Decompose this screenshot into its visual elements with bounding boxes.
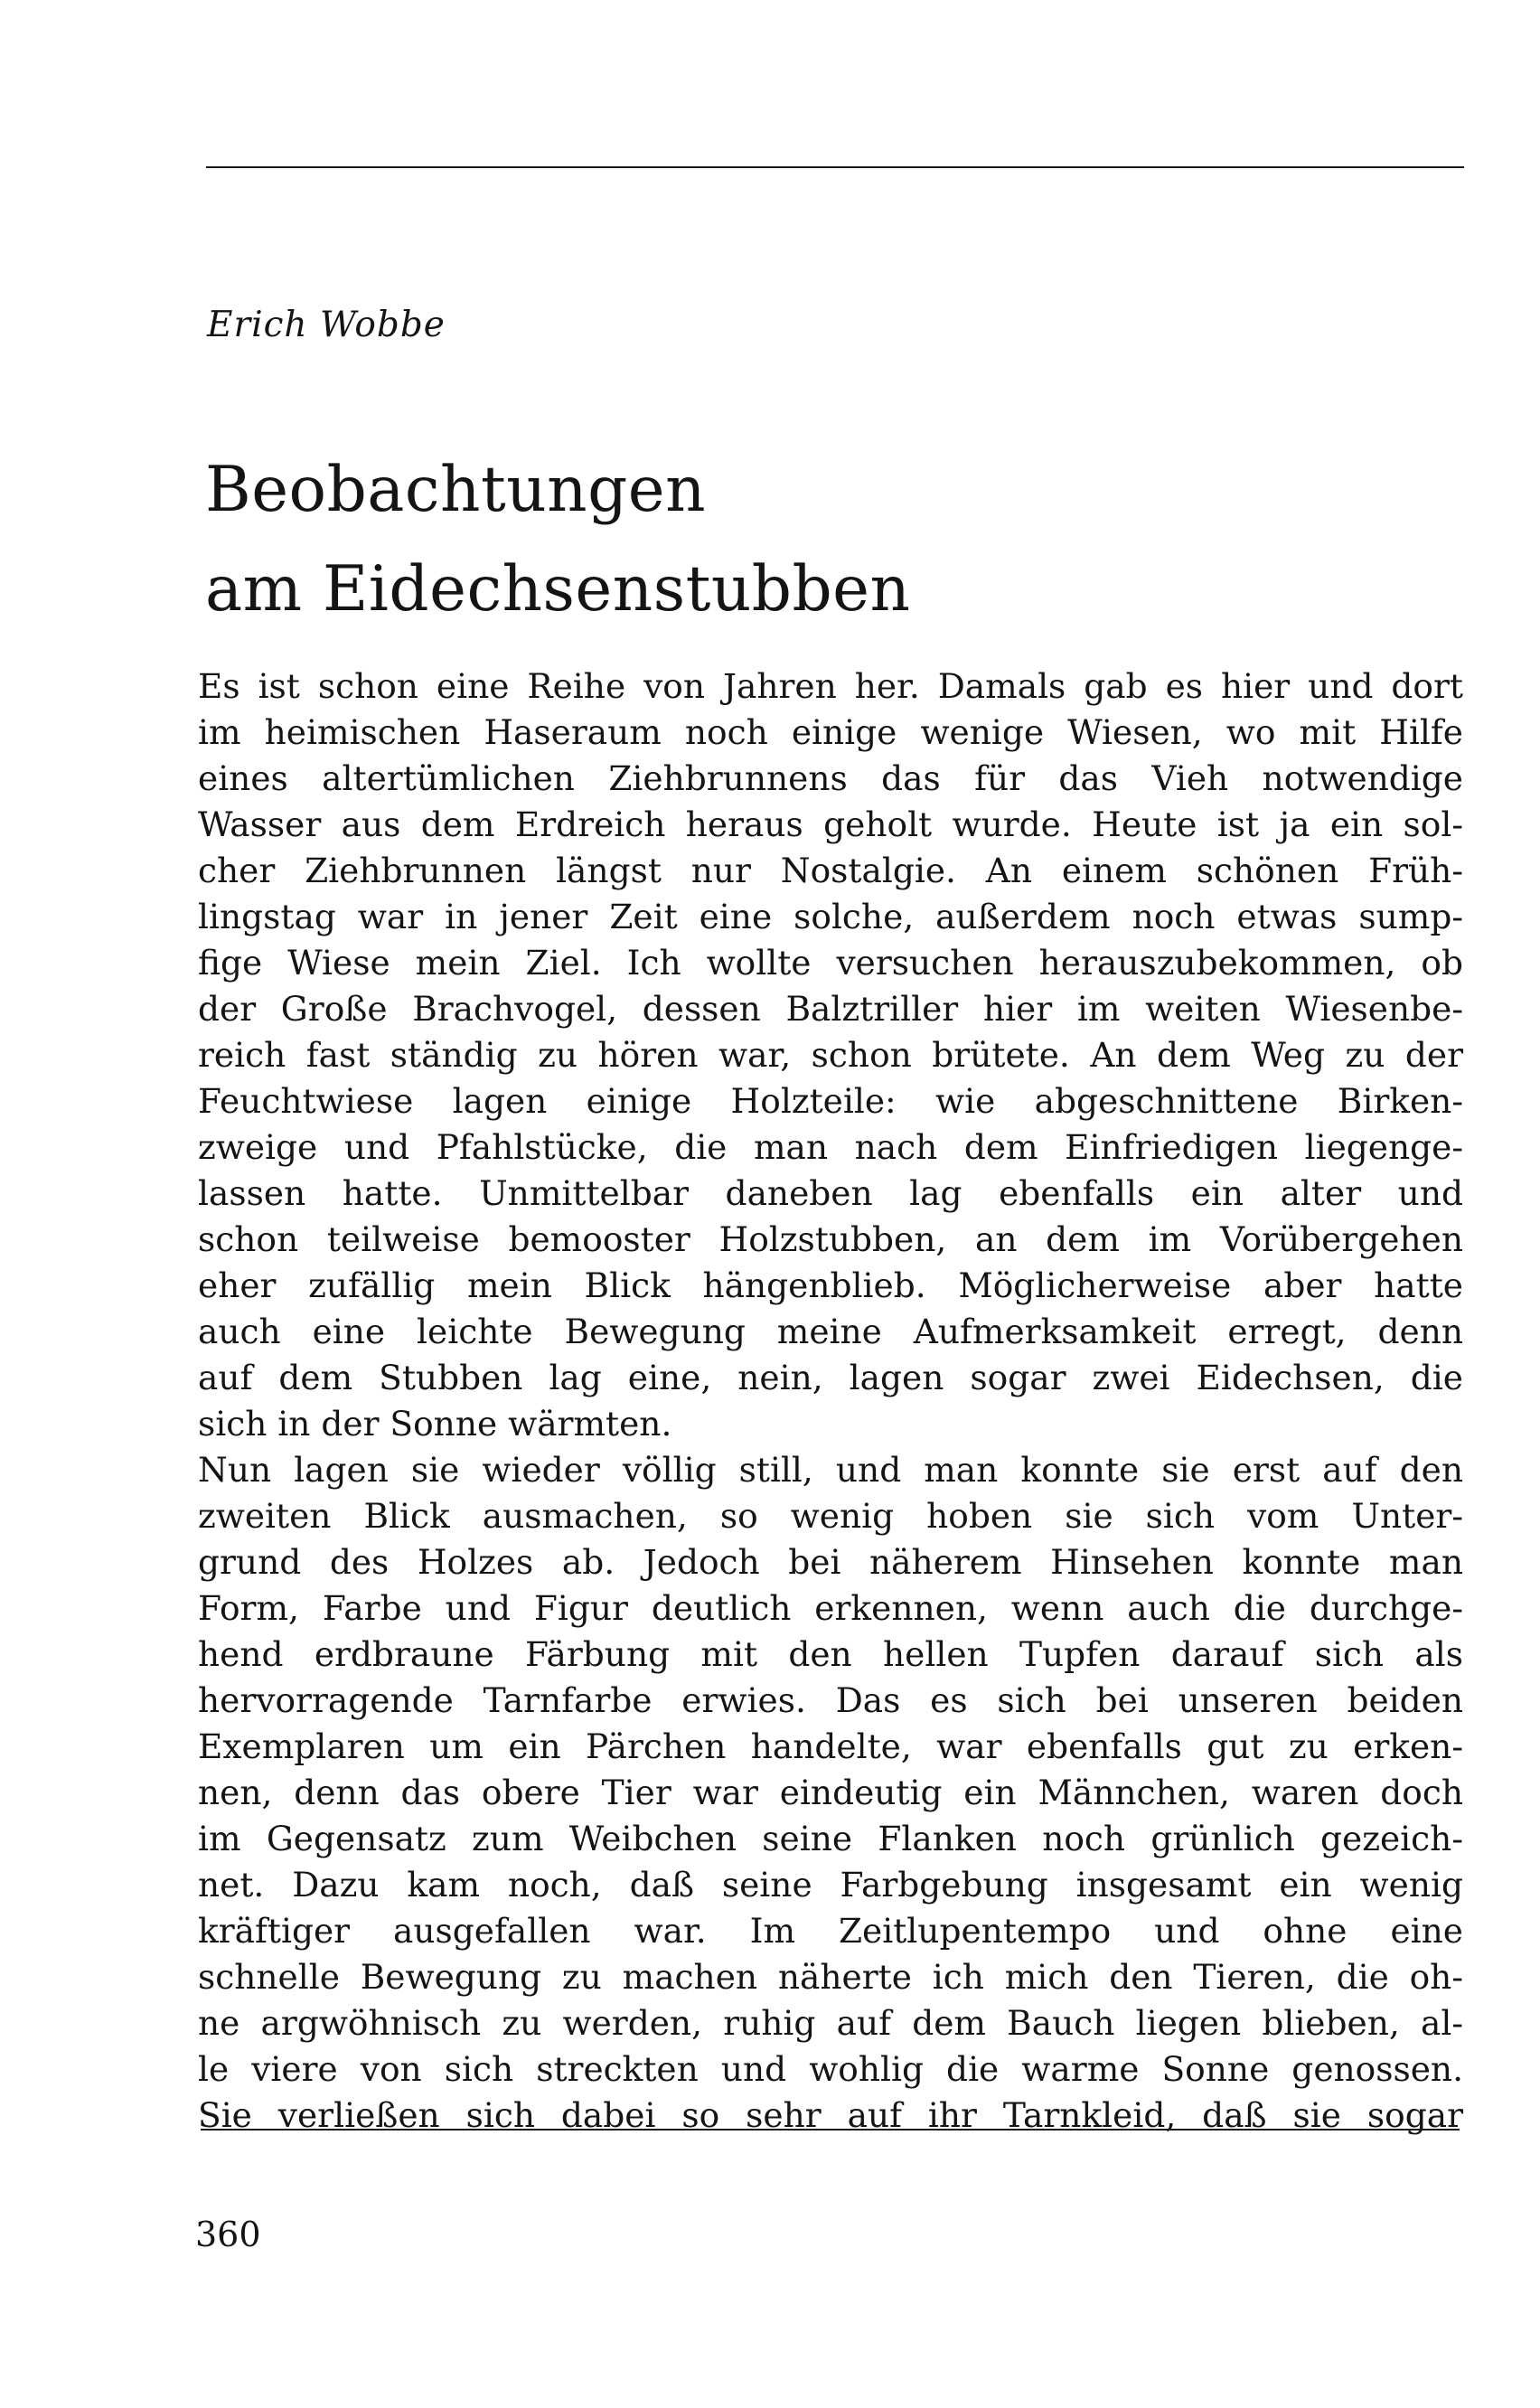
text-line: cher Ziehbrunnen längst nur Nostalgie. An einem schönen Früh-	[198, 851, 1463, 890]
text-line: net. Dazu kam noch, daß seine Farbgebung insgesamt ein wenig	[198, 1865, 1463, 1905]
text-line: im Gegensatz zum Weibchen seine Flanken noch grünlich gezeich-	[198, 1819, 1463, 1858]
text-line: Sie verließen sich dabei so sehr auf ihr Tarnkleid, daß sie sogar	[198, 2095, 1463, 2135]
text-line: Form, Farbe und Figur deutlich erkennen, wenn auch die durchge-	[198, 1588, 1463, 1628]
text-line: le viere von sich streckten und wohlig die warme Sonne genossen.	[198, 2049, 1463, 2089]
text-line: Es ist schon eine Reihe von Jahren her. Damals gab es hier und dort	[198, 666, 1463, 706]
text-line: zweiten Blick ausmachen, so wenig hoben sie sich vom Unter-	[198, 1496, 1463, 1536]
text-line: Wasser aus dem Erdreich heraus geholt wurde. Heute ist ja ein sol-	[198, 804, 1463, 844]
text-line: nen, denn das obere Tier war eindeutig ein Männchen, waren doch	[198, 1773, 1463, 1812]
text-line: schon teilweise bemooster Holzstubben, an dem im Vorübergehen	[198, 1219, 1463, 1259]
text-line: sich in der Sonne wärmten.	[198, 1404, 672, 1444]
text-line: im heimischen Haseraum noch einige wenige Wiesen, wo mit Hilfe	[198, 712, 1463, 752]
text-line: fige Wiese mein Ziel. Ich wollte versuchen herauszubekommen, ob	[198, 943, 1463, 983]
paragraph-2	[198, 1447, 1463, 2139]
article-body	[198, 663, 1463, 2139]
text-line: Feuchtwiese lagen einige Holzteile: wie abgeschnittene Birken-	[198, 1081, 1463, 1121]
text-line: lingstag war in jener Zeit eine solche, außerdem noch etwas sump-	[198, 897, 1463, 936]
text-line: ne argwöhnisch zu werden, ruhig auf dem Bauch liegen blieben, al-	[198, 2003, 1463, 2043]
top-rule	[206, 166, 1464, 168]
title-line-1: Beobachtungen	[205, 454, 707, 526]
text-line: auch eine leichte Bewegung meine Aufmerksamkeit erregt, denn	[198, 1312, 1463, 1351]
text-line: kräftiger ausgefallen war. Im Zeitlupentempo und ohne eine	[198, 1911, 1463, 1951]
bottom-rule	[201, 2129, 1460, 2131]
text-line: hend erdbraune Färbung mit den hellen Tupfen darauf sich als	[198, 1634, 1463, 1674]
text-line: Exemplaren um ein Pärchen handelte, war ebenfalls gut zu erken-	[198, 1726, 1463, 1766]
author-name: Erich Wobbe	[207, 305, 446, 345]
text-line: hervorragende Tarnfarbe erwies. Das es sich bei unseren beiden	[198, 1680, 1463, 1720]
text-line: schnelle Bewegung zu machen näherte ich mich den Tieren, die oh-	[198, 1957, 1463, 1997]
text-line: auf dem Stubben lag eine, nein, lagen sogar zwei Eidechsen, die	[198, 1358, 1463, 1397]
article-title	[205, 440, 910, 639]
paragraph-1	[198, 663, 1463, 1447]
text-line: Nun lagen sie wieder völlig still, und man konnte sie erst auf den	[198, 1450, 1463, 1490]
page-number: 360	[195, 2215, 261, 2254]
text-line: eines altertümlichen Ziehbrunnens das für das Vieh notwendige	[198, 758, 1463, 798]
text-line: eher zufällig mein Blick hängenblieb. Möglicherweise aber hatte	[198, 1265, 1463, 1305]
text-line: grund des Holzes ab. Jedoch bei näherem Hinsehen konnte man	[198, 1542, 1463, 1582]
text-line: zweige und Pfahlstücke, die man nach dem Einfriedigen liegenge-	[198, 1127, 1463, 1167]
text-line: der Große Brachvogel, dessen Balztriller hier im weiten Wiesenbe-	[198, 989, 1463, 1029]
title-line-2: am Eidechsenstubben	[205, 553, 911, 626]
text-line: lassen hatte. Unmittelbar daneben lag ebenfalls ein alter und	[198, 1173, 1463, 1213]
text-line: reich fast ständig zu hören war, schon brütete. An dem Weg zu der	[198, 1035, 1463, 1075]
